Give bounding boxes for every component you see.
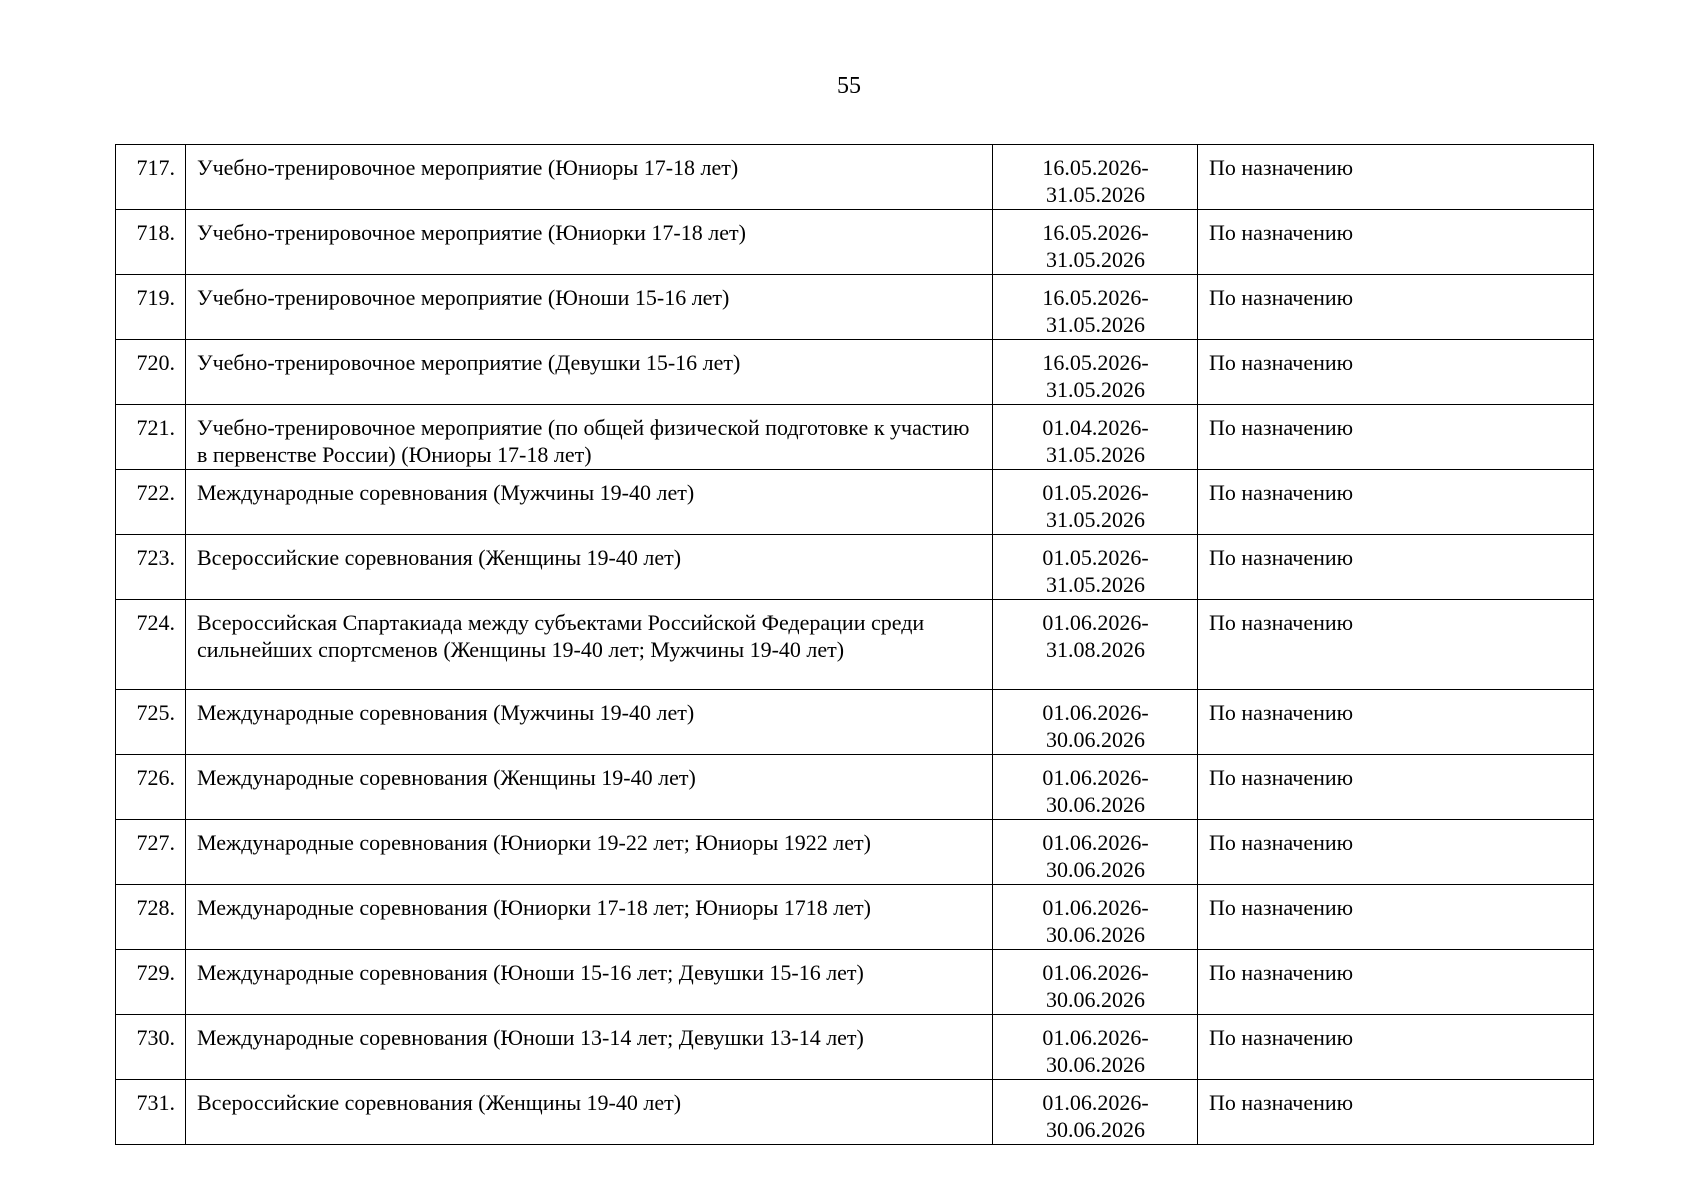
date-from: 01.04.2026- — [1042, 415, 1149, 440]
row-number: 725. — [116, 690, 186, 755]
event-place: По назначению — [1198, 470, 1594, 535]
row-number: 722. — [116, 470, 186, 535]
event-dates — [993, 275, 1198, 340]
row-number: 728. — [116, 885, 186, 950]
date-to: 31.05.2026 — [1046, 442, 1145, 467]
date-from: 01.06.2026- — [1042, 765, 1149, 790]
date-from: 01.06.2026- — [1042, 700, 1149, 725]
table-row — [116, 1080, 1594, 1145]
event-dates — [993, 755, 1198, 820]
event-dates — [993, 820, 1198, 885]
date-to: 31.05.2026 — [1046, 312, 1145, 337]
event-name: Международные соревнования (Юниорки 17-18 лет; Юниоры 1718 лет) — [186, 885, 993, 950]
event-name: Учебно-тренировочное мероприятие (Юниорки 17-18 лет) — [186, 210, 993, 275]
date-to: 30.06.2026 — [1046, 792, 1145, 817]
table-row — [116, 1015, 1594, 1080]
date-to: 30.06.2026 — [1046, 922, 1145, 947]
event-dates — [993, 1080, 1198, 1145]
date-to: 31.05.2026 — [1046, 247, 1145, 272]
table-row — [116, 340, 1594, 405]
event-place: По назначению — [1198, 950, 1594, 1015]
date-to: 31.08.2026 — [1046, 637, 1145, 662]
table-row — [116, 885, 1594, 950]
date-to: 30.06.2026 — [1046, 987, 1145, 1012]
table-row — [116, 210, 1594, 275]
event-dates — [993, 885, 1198, 950]
event-place: По назначению — [1198, 820, 1594, 885]
event-dates — [993, 210, 1198, 275]
row-number: 717. — [116, 145, 186, 210]
event-name: Международные соревнования (Мужчины 19-40 лет) — [186, 690, 993, 755]
row-number: 718. — [116, 210, 186, 275]
date-from: 01.06.2026- — [1042, 610, 1149, 635]
date-to: 30.06.2026 — [1046, 1052, 1145, 1077]
row-number: 721. — [116, 405, 186, 470]
events-table-body — [116, 145, 1594, 1145]
event-place: По назначению — [1198, 690, 1594, 755]
date-to: 31.05.2026 — [1046, 572, 1145, 597]
table-row — [116, 145, 1594, 210]
event-dates — [993, 950, 1198, 1015]
table-row — [116, 405, 1594, 470]
row-number: 729. — [116, 950, 186, 1015]
date-from: 16.05.2026- — [1042, 285, 1149, 310]
table-row — [116, 820, 1594, 885]
event-place: По назначению — [1198, 210, 1594, 275]
event-name: Всероссийские соревнования (Женщины 19-40 лет) — [186, 535, 993, 600]
row-number: 731. — [116, 1080, 186, 1145]
row-number: 720. — [116, 340, 186, 405]
row-number: 726. — [116, 755, 186, 820]
date-from: 16.05.2026- — [1042, 220, 1149, 245]
event-name: Всероссийская Спартакиада между субъектами Российской Федерации среди сильнейших спортсменов (Женщины 19-40 лет; Мужчины 19-40 лет) — [186, 600, 993, 690]
date-to: 30.06.2026 — [1046, 857, 1145, 882]
table-row — [116, 275, 1594, 340]
date-from: 01.06.2026- — [1042, 1025, 1149, 1050]
row-number: 730. — [116, 1015, 186, 1080]
row-number: 727. — [116, 820, 186, 885]
event-name: Учебно-тренировочное мероприятие (Юниоры 17-18 лет) — [186, 145, 993, 210]
event-dates — [993, 470, 1198, 535]
event-name: Учебно-тренировочное мероприятие (по общей физической подготовке к участию в первенстве России) (Юниоры 17-18 лет) — [186, 405, 993, 470]
event-dates — [993, 600, 1198, 690]
event-place: По назначению — [1198, 885, 1594, 950]
event-dates — [993, 1015, 1198, 1080]
event-place: По назначению — [1198, 340, 1594, 405]
table-row — [116, 950, 1594, 1015]
event-dates — [993, 405, 1198, 470]
date-from: 01.06.2026- — [1042, 830, 1149, 855]
table-row — [116, 755, 1594, 820]
row-number: 719. — [116, 275, 186, 340]
event-place: По назначению — [1198, 755, 1594, 820]
row-number: 723. — [116, 535, 186, 600]
date-from: 01.06.2026- — [1042, 895, 1149, 920]
date-to: 31.05.2026 — [1046, 377, 1145, 402]
event-dates — [993, 535, 1198, 600]
date-to: 31.05.2026 — [1046, 182, 1145, 207]
date-from: 16.05.2026- — [1042, 350, 1149, 375]
table-row — [116, 600, 1594, 690]
date-from: 01.06.2026- — [1042, 1090, 1149, 1115]
date-to: 30.06.2026 — [1046, 1117, 1145, 1142]
row-number: 724. — [116, 600, 186, 690]
event-name: Международные соревнования (Юноши 15-16 лет; Девушки 15-16 лет) — [186, 950, 993, 1015]
date-from: 01.06.2026- — [1042, 960, 1149, 985]
date-from: 01.05.2026- — [1042, 480, 1149, 505]
event-name: Международные соревнования (Женщины 19-40 лет) — [186, 755, 993, 820]
event-name: Международные соревнования (Юниорки 19-22 лет; Юниоры 1922 лет) — [186, 820, 993, 885]
page-number: 55 — [837, 73, 861, 99]
event-name: Учебно-тренировочное мероприятие (Юноши 15-16 лет) — [186, 275, 993, 340]
event-place: По назначению — [1198, 145, 1594, 210]
event-dates — [993, 145, 1198, 210]
event-place: По назначению — [1198, 600, 1594, 690]
event-name: Учебно-тренировочное мероприятие (Девушки 15-16 лет) — [186, 340, 993, 405]
table-row — [116, 535, 1594, 600]
event-dates — [993, 690, 1198, 755]
event-place: По назначению — [1198, 535, 1594, 600]
date-to: 30.06.2026 — [1046, 727, 1145, 752]
event-name: Международные соревнования (Юноши 13-14 лет; Девушки 13-14 лет) — [186, 1015, 993, 1080]
event-name: Международные соревнования (Мужчины 19-40 лет) — [186, 470, 993, 535]
event-dates — [993, 340, 1198, 405]
table-row — [116, 690, 1594, 755]
date-from: 01.05.2026- — [1042, 545, 1149, 570]
event-place: По назначению — [1198, 275, 1594, 340]
date-to: 31.05.2026 — [1046, 507, 1145, 532]
event-place: По назначению — [1198, 405, 1594, 470]
events-table — [115, 144, 1594, 1145]
event-name: Всероссийские соревнования (Женщины 19-40 лет) — [186, 1080, 993, 1145]
event-place: По назначению — [1198, 1015, 1594, 1080]
event-place: По назначению — [1198, 1080, 1594, 1145]
date-from: 16.05.2026- — [1042, 155, 1149, 180]
table-row — [116, 470, 1594, 535]
